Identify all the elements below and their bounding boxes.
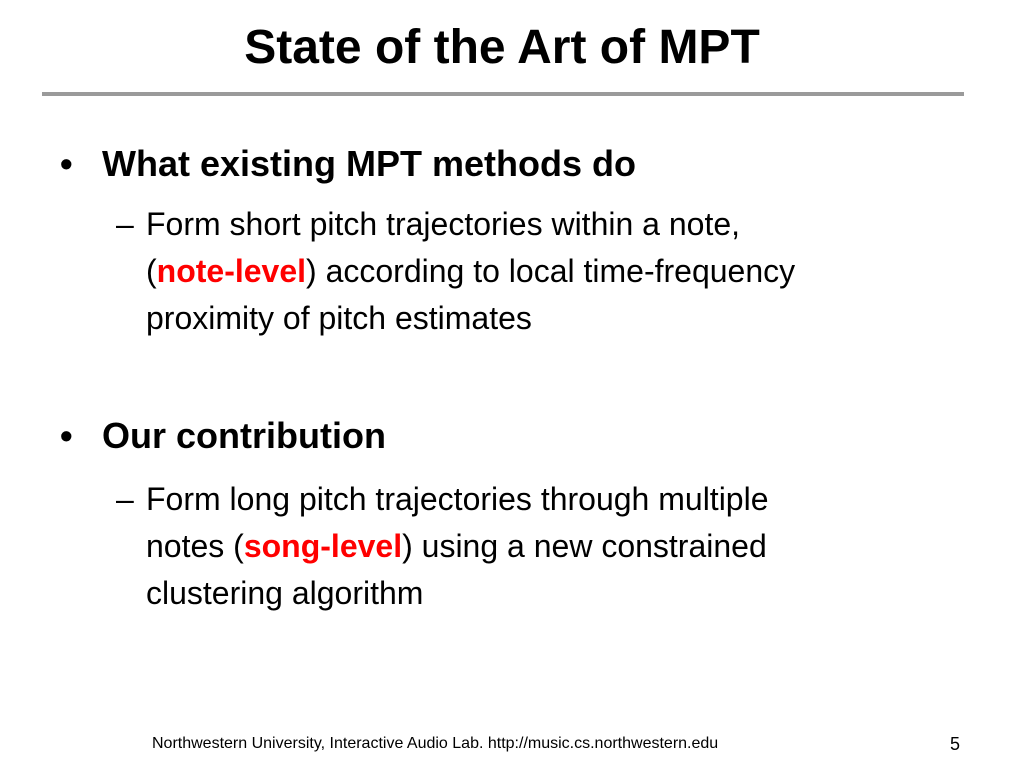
bullet-heading: Our contribution — [102, 415, 386, 456]
title-divider — [42, 92, 964, 96]
sub-dash: – — [116, 206, 134, 242]
sub-text: ) according to local time-frequency — [306, 253, 796, 289]
sub-point-our-contribution — [116, 476, 976, 617]
slide-title: State of the Art of MPT — [244, 21, 760, 74]
slide-footer: Northwestern University, Interactive Audio Lab. http://music.cs.northwestern.edu — [152, 735, 719, 752]
bullet-marker: • — [60, 143, 73, 184]
bullet-existing-methods — [60, 142, 636, 186]
page-number: 5 — [950, 734, 961, 754]
sub-line: Form short pitch trajectories within a note, — [146, 206, 741, 242]
sub-line: Form long pitch trajectories through multiple — [146, 481, 769, 517]
sub-line — [116, 523, 976, 570]
sub-dash: – — [116, 481, 134, 517]
bullet-marker: • — [60, 415, 73, 456]
sub-point-existing-methods — [116, 201, 976, 342]
sub-text: ) using a new constrained — [402, 528, 767, 564]
highlight-song-level: song-level — [243, 528, 403, 564]
highlight-note-level: note-level — [156, 253, 307, 289]
sub-text: notes ( — [146, 528, 244, 564]
sub-text: ( — [146, 253, 157, 289]
sub-line — [116, 248, 976, 295]
sub-line: proximity of pitch estimates — [146, 300, 532, 336]
bullet-our-contribution — [60, 414, 386, 458]
sub-line: clustering algorithm — [146, 575, 424, 611]
bullet-heading: What existing MPT methods do — [102, 143, 637, 184]
